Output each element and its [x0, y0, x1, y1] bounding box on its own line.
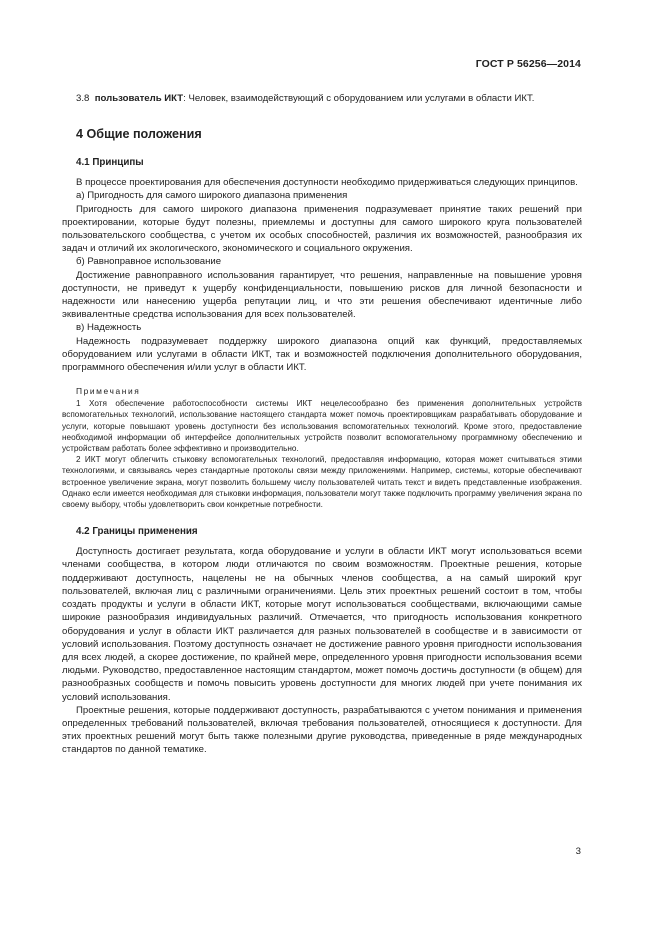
notes-title: Примечания [76, 386, 141, 397]
definition-number: 3.8 [76, 93, 90, 104]
principles-intro: В процессе проектирования для обеспечения доступности необходимо придерживаться следующих принципов. [76, 177, 578, 189]
subsection-4-1-title: 4.1 Принципы [76, 157, 144, 169]
principle-a-label: а) Пригодность для самого широкого диапазона применения [76, 190, 348, 202]
principle-a-text: Пригодность для самого широкого диапазона применения подразумевает принятие таких решений при проектировании, которые будут полезны, приемлемы и доступны для самого широкого круга пользователей пользовательского сообщества, с учетом их особых способностей, различия их возможностей, разнообразия их задач и отличий их экологического, экономического и социального окружения. [62, 203, 582, 255]
notes-block [62, 386, 582, 510]
page-number: 3 [575, 846, 581, 857]
principle-c-text: Надежность подразумевает поддержку широкого диапазона опций как функций, предоставляемых оборудованием или услугами в области ИКТ, так и возможностей подключения дополнительного оборудования, программного обеспечения и/или услуг в области ИКТ. [62, 335, 582, 374]
principle-b-text: Достижение равноправного использования гарантирует, что решения, направленные на повышение уровня доступности, не приведут к ущербу конфиденциальности, повышению рисков для личной безопасности и надежности или нанесению ущерба репутации лиц, и что эти решения обеспечивают идентичные либо эквивалентные средства использования для всех пользователей. [62, 269, 582, 321]
standard-code: ГОСТ Р 56256—2014 [475, 58, 581, 70]
definition-3-8 [62, 92, 582, 105]
definition-text: : Человек, взаимодействующий с оборудованием или услугами в области ИКТ. [183, 93, 535, 104]
scope-paragraph-2: Проектные решения, которые поддерживают доступность, разрабатываются с учетом понимания и применения определенных требований пользователей, включая требования пользователей, относящиеся к доступности. Для этих проектных решений могут быть также полезными другие руководства, приведенные в ряде международных стандартов по данной тематике. [62, 704, 582, 756]
principle-b-label: б) Равноправное использование [76, 256, 222, 268]
definition-term: пользователь ИКТ [94, 93, 184, 104]
subsection-4-2-title: 4.2 Границы применения [76, 526, 198, 538]
scope-paragraph-1: Доступность достигает результата, когда оборудование и услуги в области ИКТ могут использоваться всеми членами сообщества, в котором люди отличаются по своим возможностям. Проектные решения, которые поддерживают доступность, нацелены не на обычных членов сообщества, а на самый широкий круг пользователей, включая лиц с различными ограничениями. Цель этих проектных решений состоит в том, чтобы создать продукты и услуги в области ИКТ, которые могут использоваться сообществами, включающими самые широкие разнообразия индивидуальных различий. Отмечается, что пригодность использования конкретного оборудования и услуг в области ИКТ различается для разных пользователей в сообществе и в зависимости от условий использования. Поэтому доступность означает не достижение равного уровня пригодности использования для всех людей, а скорее достижение, по крайней мере, определенного уровня пригодности использования всеми людьми. Руководство, предоставленное настоящим стандартом, может помочь достичь доступности (в общем) для разнообразных сообществ и помочь повысить уровень доступности для многих людей при учете понимания их условий использования. [62, 546, 582, 703]
section-4-title: 4 Общие положения [76, 127, 202, 142]
note-2: 2 ИКТ могут облегчить стыковку вспомогательных технологий, предоставляя информацию, которая может считываться этими технологиями, и связываясь через стандартные протоколы связи между приложениями. Например, системы, которые обеспечивают встроенное увеличение экрана, могут позволить большему числу пользователей читать текст и видеть представленные изображения. Однако если имеется необходимая для стыковки информация, пользователи могут также подключить программу увеличения экрана по своему выбору, чтобы удовлетворить свои конкретные потребности. [62, 455, 582, 510]
principle-c-label: в) Надежность [76, 322, 142, 334]
page-content [62, 92, 582, 757]
note-1: 1 Хотя обеспечение работоспособности системы ИКТ нецелесообразно без применения дополнительных устройств вспомогательных технологий, использование настоящего стандарта может помочь проектировщикам разрабатывать оборудование и услуги, которые повышают уровень доступности без использования вспомогательных технологий. Кроме этого, предоставление необходимой информации об интерфейсе дополнительных устройств позволит вспомогательному программному обеспечению и устройствам работать более эффективно и производительно. [62, 399, 582, 454]
